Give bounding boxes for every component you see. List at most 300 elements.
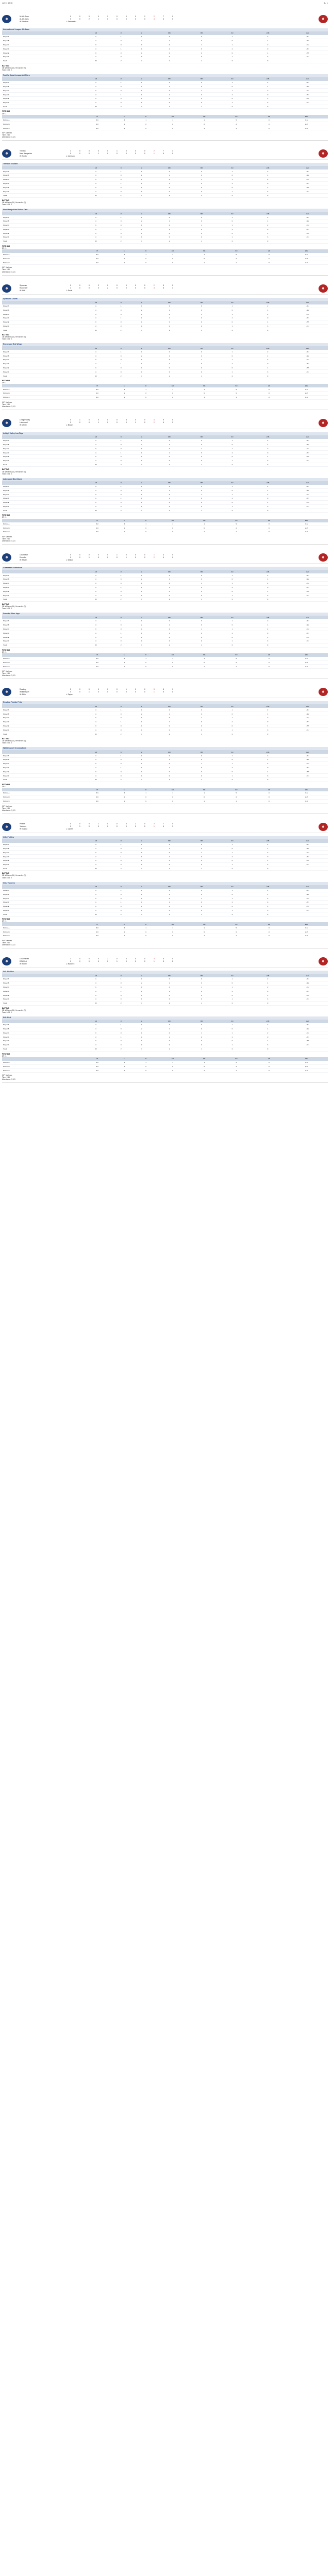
winning-pitcher: W: Garcia [20, 828, 28, 831]
table-cell: 1 [216, 447, 248, 451]
batting-notes [2, 199, 328, 206]
table-cell: AB [81, 77, 111, 81]
fielding-notes [2, 245, 328, 249]
table-cell: 4 [81, 1023, 111, 1027]
table-cell: 0 [131, 177, 152, 181]
table-row [2, 862, 328, 867]
table-cell: 0 [187, 623, 216, 627]
team-section-title: GCL Yankees [2, 882, 328, 885]
linescore-grid [20, 823, 310, 831]
table-cell: H [113, 519, 135, 522]
table-cell: 3 [81, 716, 111, 720]
table-row [2, 985, 328, 989]
table-cell: 1 [216, 997, 248, 1002]
team-section-title: Trenton Thunder [2, 163, 328, 166]
table-row [2, 488, 328, 493]
table-cell: 0 [216, 1039, 248, 1043]
table-cell: BB [187, 166, 216, 170]
table-cell: .302 [288, 219, 328, 223]
table-cell [288, 778, 328, 782]
table-cell: 1 [157, 118, 189, 122]
table-cell: AB [81, 750, 111, 754]
table-cell: LOB [248, 704, 288, 708]
table-row [2, 889, 328, 892]
table-cell: 0 [131, 223, 152, 227]
table-cell: 0 [111, 100, 131, 105]
table-cell: 1 [111, 81, 131, 84]
runs: 2 [154, 284, 155, 287]
inning: 0 [70, 284, 71, 287]
table-cell: 1 [216, 908, 248, 912]
table-cell: 2 [131, 577, 152, 581]
table-cell: 7 [131, 194, 152, 198]
table-cell: .244 [288, 1031, 328, 1035]
table-cell: 1 [152, 989, 187, 993]
inning: 0 [126, 690, 127, 693]
table-cell: 1 [152, 846, 187, 851]
table-cell: 2 [220, 1064, 253, 1069]
table-cell: 1 [152, 362, 187, 366]
table-cell: 0 [187, 977, 216, 981]
table-cell: Player D [2, 766, 81, 770]
linescore [2, 148, 328, 160]
table-cell: 0 [157, 795, 189, 799]
runs: 2 [154, 556, 155, 558]
losing-pitcher: L: Fernandez [66, 20, 76, 23]
inning: 0 [135, 18, 136, 20]
table-row [2, 354, 328, 358]
page [0, 0, 330, 1085]
table-cell: 0 [187, 712, 216, 716]
table-cell: 0 [131, 100, 152, 105]
table-cell: R [111, 301, 131, 304]
inning: 0 [70, 421, 71, 424]
table-cell: 2 [216, 316, 248, 320]
table-cell: 1 [216, 459, 248, 463]
table-cell: 1 [248, 39, 288, 43]
table-row [2, 1035, 328, 1039]
table-cell: 0 [248, 631, 288, 635]
table-cell: 0 [248, 720, 288, 724]
page-number: 1 / 1 [324, 2, 328, 4]
pitching-table [2, 1057, 328, 1073]
table-cell: AB [81, 570, 111, 573]
table-cell: LOB [248, 481, 288, 485]
table-cell: 2 [111, 239, 131, 243]
inning: 0 [79, 149, 80, 152]
table-cell: 3 [81, 589, 111, 594]
table-cell: H [131, 750, 152, 754]
table-cell: 0 [152, 439, 187, 443]
table-cell: R [135, 922, 157, 926]
table-cell: 0 [216, 577, 248, 581]
table-cell: 0 [187, 324, 216, 328]
table-cell [2, 519, 81, 522]
table-cell: H [113, 1057, 135, 1061]
table-cell: H [131, 974, 152, 977]
table-row [2, 190, 328, 194]
table-cell: 0 [216, 858, 248, 862]
table-cell: 1 [157, 1061, 189, 1064]
table-cell: 1 [216, 100, 248, 105]
table-cell: 4 [81, 350, 111, 353]
away-team-name: DSL Phillies [20, 957, 29, 960]
table-cell: 1 [220, 530, 253, 534]
table-cell: 3 [248, 504, 288, 509]
table-cell: AB [81, 1020, 111, 1023]
table-cell: SO [220, 249, 253, 253]
note-line: DP: 1. [2, 920, 7, 923]
table-cell: ER [157, 653, 189, 657]
linescore [2, 13, 328, 25]
table-cell: 2 [248, 358, 288, 362]
table-cell: AB [81, 346, 111, 350]
table-cell: 1 [131, 901, 152, 905]
table-cell: 0 [189, 1064, 220, 1069]
home-team-name: AL All-Stars [20, 18, 29, 20]
table-cell: 3 [81, 493, 111, 497]
table-row [2, 316, 328, 320]
table-cell: 0 [131, 985, 152, 989]
table-cell: 3 [81, 231, 111, 235]
table-cell: 0 [248, 989, 288, 993]
errors: 1 [172, 287, 173, 290]
table-cell: .244 [288, 89, 328, 93]
team-section-title: DSL Red [2, 1016, 328, 1020]
runs: 4 [154, 18, 155, 20]
table-cell: 1 [131, 485, 152, 488]
table-cell: 0 [216, 993, 248, 997]
table-cell: 1 [111, 170, 131, 173]
table-cell: 0 [111, 716, 131, 720]
table-cell: 4 [81, 577, 111, 581]
table-cell: ERA [286, 519, 328, 522]
table-cell: Totals [2, 105, 81, 109]
table-cell: 2 [248, 304, 288, 308]
table-row [2, 758, 328, 762]
table-cell: 9 [248, 597, 288, 601]
table-row [2, 761, 328, 766]
table-cell: Player C [2, 716, 81, 720]
note-line: Time: 2:46 [2, 538, 10, 540]
table-cell: 1 [248, 770, 288, 774]
note-line: Time: 2:46 [2, 268, 10, 271]
table-cell: R [111, 31, 131, 35]
table-cell: 0 [216, 174, 248, 178]
table-cell: 0 [111, 447, 131, 451]
table-cell: 2 [131, 623, 152, 627]
table-cell: 1 [216, 215, 248, 219]
table-cell: 0 [152, 350, 187, 353]
table-cell: 0 [131, 89, 152, 93]
table-cell: 5 [220, 522, 253, 526]
table-cell: SO [216, 839, 248, 843]
table-row [2, 766, 328, 770]
batting-table [2, 616, 328, 648]
table-cell: BB [187, 885, 216, 889]
table-cell: 1 [216, 728, 248, 732]
table-cell: 0 [111, 39, 131, 43]
table-cell: 1 [131, 47, 152, 51]
table-cell: 0 [157, 530, 189, 534]
table-row [2, 623, 328, 627]
table-cell: 9 [248, 463, 288, 467]
note-line: 2B: Williams (14), Hernandez (9). [2, 740, 27, 742]
table-cell: 2 [248, 985, 288, 989]
table-cell: 0 [253, 257, 286, 261]
note-line: 2B: Williams (14), Hernandez (9). [2, 66, 27, 69]
table-cell: Player F [2, 190, 81, 194]
table-cell: 1 [111, 573, 131, 577]
table-cell: Totals [2, 1047, 81, 1051]
table-cell: Player A [2, 754, 81, 757]
table-cell: 5 [220, 1061, 253, 1064]
table-cell: 2.0 [81, 799, 113, 803]
table-cell: 1 [187, 643, 216, 647]
table-cell: 3 [248, 324, 288, 328]
table-cell: .302 [288, 174, 328, 178]
baseball-icon: ⚾ [2, 688, 11, 696]
table-cell: RBI [152, 346, 187, 350]
table-row [2, 724, 328, 728]
table-cell: 1 [131, 573, 152, 577]
inning: 0 [79, 823, 80, 825]
table-cell [288, 1047, 328, 1051]
hits: 6 [163, 421, 164, 424]
table-cell: 2 [152, 732, 187, 736]
note-line: Attendance: 7,421 [2, 809, 15, 811]
table-cell: 1 [111, 1023, 131, 1027]
table-cell: 1 [216, 619, 248, 623]
table-cell: BB [187, 750, 216, 754]
table-cell: Player F [2, 504, 81, 509]
table-row [2, 795, 328, 799]
table-cell: 1 [111, 889, 131, 892]
table-cell: 3 [248, 594, 288, 598]
table-cell: 1 [189, 261, 220, 265]
table-cell: .302 [288, 892, 328, 896]
table-cell: 3 [81, 43, 111, 47]
table-cell: 1 [131, 497, 152, 501]
inning: 1 [126, 556, 127, 558]
table-cell: 1 [248, 758, 288, 762]
table-row [2, 366, 328, 370]
table-cell: AVG [288, 481, 328, 485]
table-cell: BB [187, 570, 216, 573]
table-cell: 0 [131, 1043, 152, 1047]
table-cell: 0 [216, 500, 248, 504]
table-cell: 0 [189, 795, 220, 799]
table-cell: 3 [81, 635, 111, 639]
table-row [2, 993, 328, 997]
table-row [2, 35, 328, 39]
table-cell: 1 [111, 708, 131, 711]
table-cell: 0 [111, 493, 131, 497]
table-cell: 4 [81, 443, 111, 447]
table-cell: 3 [81, 500, 111, 504]
table-cell: 0 [187, 908, 216, 912]
table-cell: 0 [187, 901, 216, 905]
table-cell: 6 [216, 778, 248, 782]
inning: 1 [107, 15, 108, 18]
table-cell: 3 [113, 1061, 135, 1064]
table-cell: Player E [2, 51, 81, 55]
table-cell: 32 [81, 778, 111, 782]
table-cell: Player C [2, 89, 81, 93]
table-cell: 1 [111, 93, 131, 97]
table-cell: 0 [152, 589, 187, 594]
table-cell: Pitcher A [2, 118, 81, 122]
linescore [2, 686, 328, 698]
table-cell: 0 [131, 493, 152, 497]
table-cell: 0 [111, 177, 131, 181]
table-cell: .281 [288, 485, 328, 488]
decision-row [20, 21, 310, 23]
table-cell: 4 [81, 728, 111, 732]
inning: 0 [70, 18, 71, 20]
note-line: DP: 1. [2, 786, 7, 788]
table-cell: 0 [152, 635, 187, 639]
table-cell: 4 [81, 459, 111, 463]
table-cell: 2 [248, 1031, 288, 1035]
table-cell: 3.12 [286, 522, 328, 526]
table-cell: 32 [81, 509, 111, 513]
table-cell: 0 [152, 993, 187, 997]
table-cell: RBI [152, 481, 187, 485]
table-cell: R [135, 384, 157, 387]
inning: X [144, 18, 146, 20]
table-cell: SO [216, 346, 248, 350]
table-cell: RBI [152, 301, 187, 304]
table-cell: 0 [131, 716, 152, 720]
table-cell: Totals [2, 643, 81, 647]
table-cell: H [131, 346, 152, 350]
table-cell: Player C [2, 312, 81, 316]
table-cell: 1 [152, 219, 187, 223]
table-cell: 0 [187, 215, 216, 219]
table-cell: 32 [81, 597, 111, 601]
table-cell: Player F [2, 1043, 81, 1047]
table-row [2, 720, 328, 724]
table-cell: BB [189, 519, 220, 522]
inning: 0 [89, 149, 90, 152]
table-cell: Pitcher B [2, 526, 81, 530]
table-cell: .231 [288, 324, 328, 328]
table-cell: 0 [253, 122, 286, 126]
table-cell: Pitcher B [2, 660, 81, 665]
table-cell: 0 [216, 354, 248, 358]
table-cell: Pitcher C [2, 261, 81, 265]
inning: 0 [135, 690, 136, 693]
table-cell: 0 [111, 728, 131, 732]
table-cell: 1 [152, 443, 187, 447]
table-cell: H [113, 384, 135, 387]
table-cell: 2.0 [81, 392, 113, 396]
batting-table [2, 839, 328, 871]
inning: 0 [144, 419, 145, 421]
table-cell: 1 [187, 239, 216, 243]
table-cell: LOB [248, 750, 288, 754]
table-cell: 0 [152, 459, 187, 463]
table-cell: 4 [81, 485, 111, 488]
table-cell: 0 [187, 754, 216, 757]
table-cell: LOB [248, 616, 288, 619]
runs: 3 [154, 688, 155, 690]
table-cell: 6 [216, 912, 248, 917]
table-cell: 1 [131, 185, 152, 190]
table-row [2, 770, 328, 774]
table-cell: .255 [288, 51, 328, 55]
table-cell: 0 [253, 395, 286, 399]
table-cell: Player F [2, 594, 81, 598]
table-cell [2, 115, 81, 118]
table-cell: 4 [81, 1043, 111, 1047]
table-cell: 2 [216, 766, 248, 770]
note-line: Time: 2:46 [2, 807, 10, 809]
table-cell: 3.12 [286, 118, 328, 122]
table-cell: 1 [113, 930, 135, 934]
table-cell: 0 [187, 316, 216, 320]
table-cell: 6 [216, 328, 248, 332]
table-cell: 1 [113, 660, 135, 665]
table-cell: 6 [216, 59, 248, 63]
table-cell: 2 [111, 59, 131, 63]
table-cell: ER [157, 922, 189, 926]
inning: 0 [79, 690, 80, 693]
table-row [2, 443, 328, 447]
table-cell: LOB [248, 570, 288, 573]
table-cell: 3 [81, 896, 111, 901]
table-cell: .231 [288, 100, 328, 105]
table-cell: 2 [248, 851, 288, 855]
table-cell: Player E [2, 589, 81, 594]
table-cell: 1 [248, 589, 288, 594]
table-cell: H [131, 435, 152, 439]
table-cell: 1 [152, 47, 187, 51]
table-cell: 2 [248, 89, 288, 93]
table-cell: 2 [216, 451, 248, 455]
table-cell: 3 [113, 253, 135, 257]
table-cell: H [131, 885, 152, 889]
inning: 0 [79, 957, 80, 960]
table-cell: 2 [216, 1035, 248, 1039]
table-cell: 0 [111, 320, 131, 324]
table-cell: 2.0 [81, 795, 113, 799]
table-cell: AVG [288, 616, 328, 619]
table-cell: 1 [135, 387, 157, 391]
table-cell: 1 [111, 766, 131, 770]
inning: 3 [126, 419, 127, 421]
table-cell: 1 [187, 627, 216, 631]
table-cell: 0 [111, 223, 131, 227]
table-cell: 3.12 [286, 253, 328, 257]
table-cell [2, 31, 81, 35]
table-cell: 0 [187, 97, 216, 101]
table-cell: 0 [111, 174, 131, 178]
table-cell: 3 [248, 235, 288, 240]
table-cell: 1 [131, 720, 152, 724]
table-cell: 4 [81, 758, 111, 762]
table-cell: 4 [81, 47, 111, 51]
table-cell: 2 [152, 463, 187, 467]
table-cell [2, 435, 81, 439]
table-cell: 4 [81, 708, 111, 711]
table-cell: R [111, 435, 131, 439]
table-cell: LOB [248, 839, 288, 843]
table-row [2, 619, 328, 623]
table-cell: Player A [2, 573, 81, 577]
table-cell [288, 194, 328, 198]
